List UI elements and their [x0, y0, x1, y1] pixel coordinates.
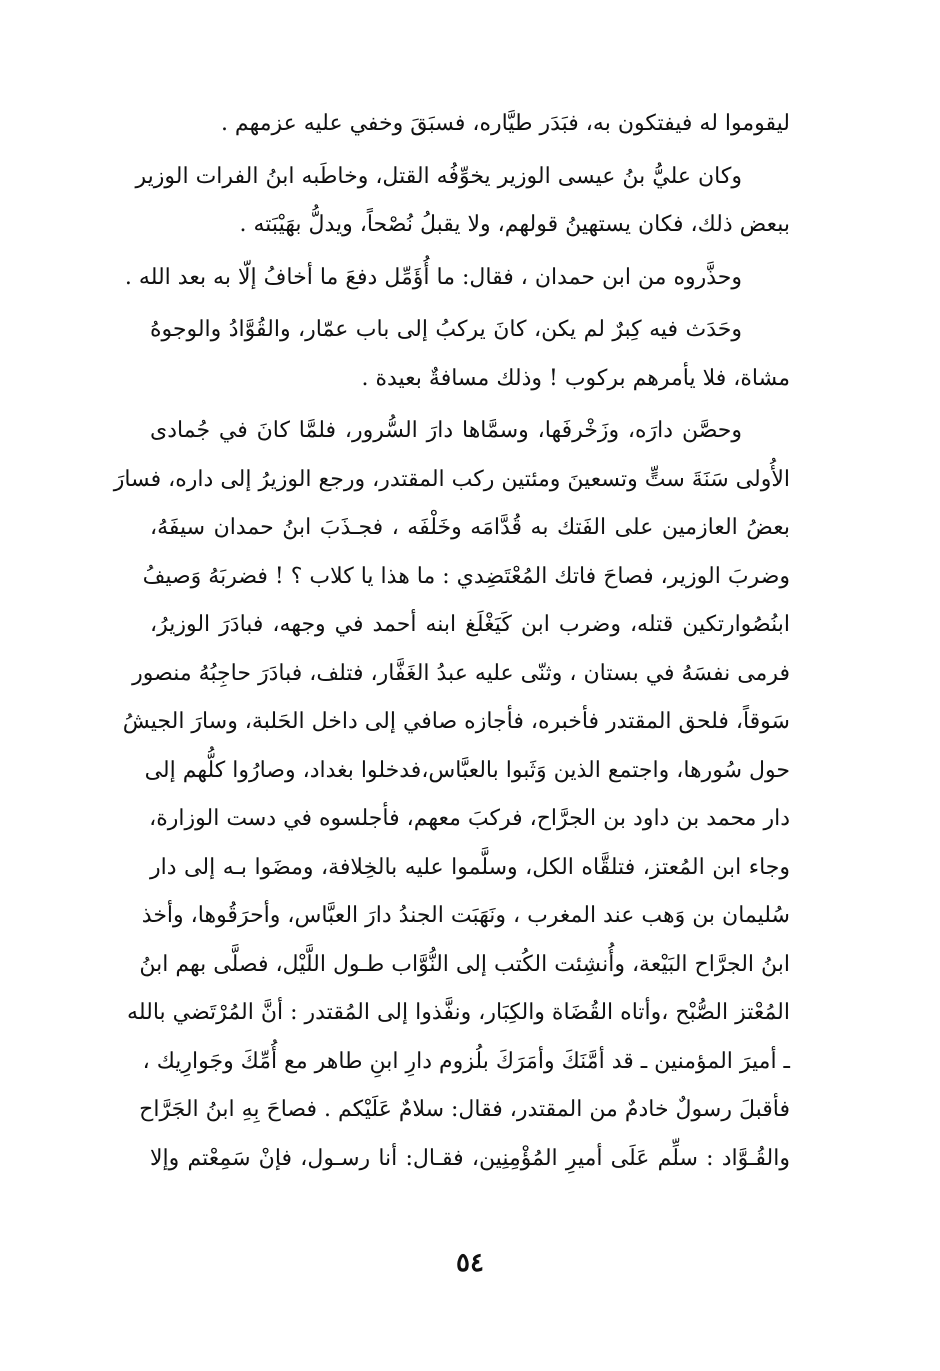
text-line: دار محمد بن داود بن الجرَّاح، فركبَ معهم، فأجلسوه في دست الوزارة،	[149, 806, 790, 831]
text-line: ليقوموا له فيفتكون به، فبَدَر طيَّاره، فسبَقَ وخفي عليه عزمهم .	[220, 111, 790, 136]
text-line: وحذَّروه من ابن حمدان ، فقال: ما أُؤَمِّل دفعَ ما أخافُ إلّا به بعد الله .	[124, 264, 742, 290]
text-line: فرمى نفسَهُ في بستان ، وثنّى عليه عبدُ الغَفَّار، فتلف، فبادَرَ حاجِبُهُ منصور	[132, 660, 790, 686]
paragraph-3	[124, 254, 790, 303]
text-line: سَوقاً، فلحق المقتدر فأخبره، فأجازه صافي إلى داخل الحَلبة، وسارَ الجيشُ	[122, 709, 790, 734]
text-line: وحَدَث فيه كِبرٌ لم يكن، كانَ يركبُ إلى باب عمّار، والقُوَّادُ والوجوهُ	[150, 317, 742, 342]
text-line: ابنُ الجرَّاح البَيْعة، وأُنشِئت الكُتب إلى النُّوَّاب طـول اللَّيْل، فصلَّى بهم ابنُ	[139, 951, 790, 977]
text-line: ـ أميرَ المؤمنين ـ قد أمَّنَكَ وأمَرَكَ بلُزوم دارِ ابنِ طاهر مع أُمِّكَ وجَوارِيك ،	[142, 1048, 790, 1074]
text-line: وحصَّن دارَه، وزَخْرفَها، وسمَّاها دارَ السُّرور، فلمَّا كانَ في جُمادى	[150, 418, 742, 443]
text-line: والقُـوَّاد : سلِّم عَلَى أميرِ المُؤْمِنِين، فقـال: أنا رسـول، فإنْ سَمِعْتم وإلا	[150, 1145, 791, 1171]
text-line: الأُولى سَنَةَ ستٍّ وتسعينَ ومئتين ركب المقتدر، ورجع الوزيرُ إلى داره، فسارَ	[113, 466, 790, 492]
text-line: بعضُ العازمين على الفَتك به قُدَّامَه وخَلْفَه ، فجـذَبَ ابنُ حمدان سيفَهُ،	[150, 515, 790, 540]
text-line: وجاء ابن المُعتز، فتلقَّاه الكل، وسلَّموا عليه بالخِلافة، ومضَوا بـه إلى دار	[150, 854, 791, 880]
main-text	[113, 100, 791, 1183]
text-line: مشاة، فلا يأمرهم بركوب ! وذلك مسافةٌ بعيدة .	[361, 365, 790, 391]
text-line: ابنُصُوارتكين قتله، وضرب ابن كَيَغْلَغ ابنه أحمد في وجهه، فبادَرَ الوزيرُ،	[150, 612, 790, 637]
text-line: ببعض ذلك، فكان يستهينُ قولهم، ولا يقبلُ نُصْحاً، ويدلُّ بهَيْبَته .	[239, 212, 790, 237]
paragraph-1	[150, 100, 790, 149]
paragraph-2	[135, 153, 790, 250]
text-line: حول سُورها، واجتمع الذين وَثَبوا بالعبَّاس،فدخلوا بغداد، وصارُوا كلُّهم إلى	[144, 757, 790, 783]
text-line: المُعْتز الصُّبْح ،وأتاه القُضَاة والكِبَار، ونفَّذوا إلى المُقتدر : أنَّ المُرْتَضي بالله	[127, 1000, 790, 1025]
text-line: فأقبلَ رسولٌ خادمٌ من المقتدر، فقال: سلامٌ عَلَيْكم . فصاحَ بِهِ ابنُ الجَرَّاح	[139, 1097, 790, 1122]
text-line: وكان عليُّ بنُ عيسى الوزير يخوِّفُه القتل، وخاطَبه ابنُ الفرات الوزير	[135, 163, 742, 189]
page-number: ٥٤	[456, 1248, 484, 1278]
paragraph-4	[150, 306, 790, 403]
text-line: سُليمان بن وَهب عند المغرب ، ونَهَبَت الجندُ دارَ العبَّاس، وأحرَقُوها، وأخذ	[141, 903, 790, 928]
paragraph-5	[113, 407, 791, 1183]
text-line: وضربَ الوزير، فصاحَ فاتك المُعْتَضِدي : ما هذا يا كلاب ؟ ! فضربَهُ وَصيفُ	[142, 563, 790, 589]
